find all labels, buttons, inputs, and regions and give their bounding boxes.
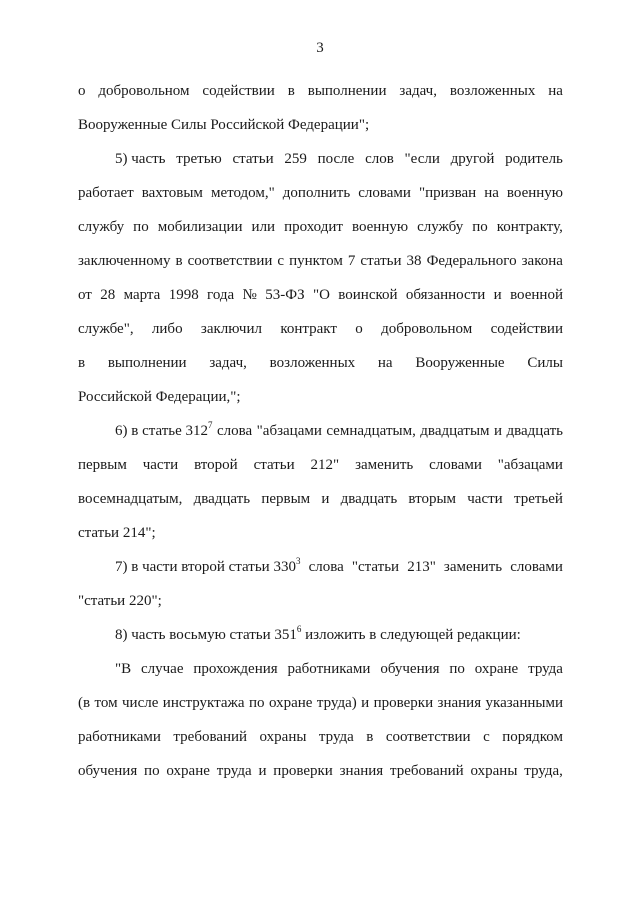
superscript: 7	[208, 420, 213, 430]
text-line: в выполнении задач, возложенных на Вооруженные Силы	[78, 355, 563, 371]
text-line: "статьи 220";	[78, 593, 162, 609]
text-line: о добровольном содействии в выполнении задач, возложенных на	[78, 83, 563, 99]
text-line: 5) часть третью статьи 259 после слов "если другой родитель	[115, 151, 563, 167]
text-line: первым части второй статьи 212" заменить словами "абзацами	[78, 457, 563, 473]
page-number: 3	[316, 40, 324, 56]
paragraph-quote	[78, 652, 563, 788]
paragraph-continuation	[78, 74, 563, 142]
text-line: службу по мобилизации или проходит военную службу по контракту,	[78, 219, 563, 235]
paragraph-item-5	[78, 142, 563, 414]
text-line: от 28 марта 1998 года № 53-ФЗ "О воинской обязанности и военной	[78, 287, 563, 303]
text-line: 7) в части второй статьи $330^3$ слова "статьи 213" заменить словами	[115, 556, 563, 575]
text-line: Вооруженные Силы Российской Федерации";	[78, 117, 370, 133]
paragraph-item-8	[78, 618, 563, 652]
text-line: обучения по охране труда и проверки знания требований охраны труда,	[78, 763, 563, 779]
text-line: "В случае прохождения работниками обучения по охране труда	[115, 661, 563, 677]
text-line: Российской Федерации,";	[78, 389, 241, 405]
text-line: заключенному в соответствии с пунктом 7 статьи 38 Федерального закона	[78, 253, 563, 269]
text-line: (в том числе инструктажа по охране труда) и проверки знания указанными	[78, 695, 563, 711]
text-line: 8) часть восьмую статьи $351^6$ изложить в следующей редакции:	[115, 624, 521, 643]
paragraph-item-7	[78, 550, 563, 618]
text-line: 6) в статье $312^7$ слова "абзацами семнадцатым, двадцатым и двадцать	[115, 420, 563, 439]
text-line: статьи 214";	[78, 525, 156, 541]
superscript: 6	[296, 624, 302, 634]
text-line: службе", либо заключил контракт о добровольном содействии	[78, 321, 563, 337]
text-line: работает вахтовым методом," дополнить словами "призван на военную	[78, 185, 563, 201]
text-line: работниками требований охраны труда в соответствии с порядком	[78, 729, 563, 745]
document-body	[78, 74, 563, 788]
superscript: 3	[295, 556, 301, 566]
paragraph-item-6	[78, 414, 563, 550]
text-line: восемнадцатым, двадцать первым и двадцать вторым части третьей	[78, 491, 563, 507]
